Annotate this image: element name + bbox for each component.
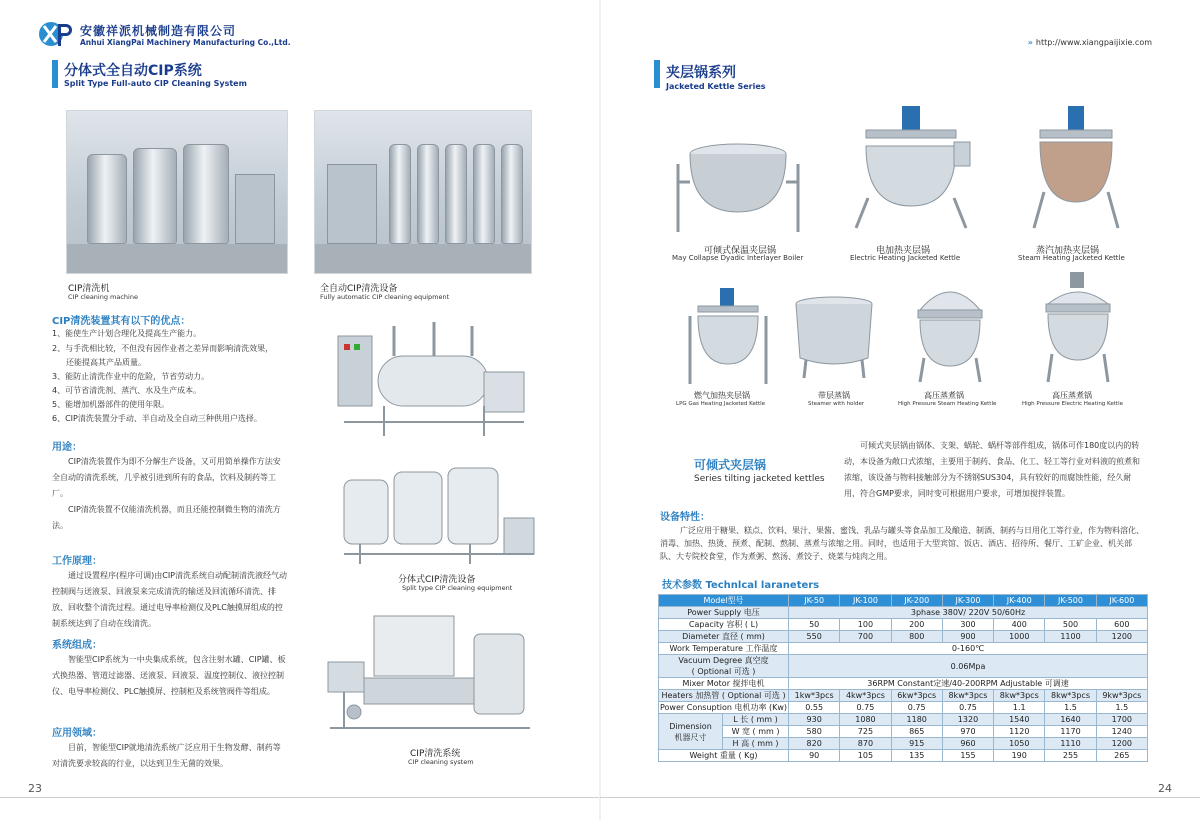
table-cell: 8kw*3pcs [994, 690, 1045, 702]
table-cell: 800 [891, 631, 942, 643]
table-row [659, 678, 1148, 690]
pressure-electric-kettle-photo [1038, 270, 1118, 384]
kettle-caption-cn: 可倾式保温夹层锅 [704, 246, 777, 256]
table-cell: 0.75 [891, 702, 942, 714]
table-row-label-line: ( Optional 可选 ) [691, 667, 756, 676]
dimension-group-line: 机器尺寸 [674, 732, 707, 742]
table-header-cell: JK-600 [1096, 595, 1147, 607]
split-type-cip-photo [340, 458, 540, 570]
steamer-photo [792, 294, 876, 380]
table-row [659, 690, 1148, 702]
cip-unit-photo [334, 316, 534, 444]
table-cell: 1100 [1045, 631, 1096, 643]
spec-table [658, 594, 1148, 762]
table-cell: 500 [1045, 619, 1096, 631]
table-cell: 1200 [1096, 631, 1147, 643]
dimension-group-line: Dimension [669, 721, 712, 731]
table-cell: 200 [891, 619, 942, 631]
kettle-caption-en: Electric Heating Jacketed Kettle [850, 254, 961, 262]
company-name-cn: 安徽祥派机械制造有限公司 [80, 24, 237, 38]
table-cell: 550 [789, 631, 840, 643]
table-cell: 0.75 [840, 702, 891, 714]
advantages-heading: CIP清洗装置其有以下的优点： [52, 316, 191, 327]
table-row-label: Weight 重量 ( Kg) [659, 750, 789, 762]
table-row-label: W 宽 ( mm ) [723, 726, 789, 738]
table-cell: 1.5 [1045, 702, 1096, 714]
composition-heading: 系统组成： [52, 640, 102, 651]
table-cell: 0.75 [942, 702, 993, 714]
table-cell: 1320 [942, 714, 993, 726]
website-url-text: http://www.xiangpaijixie.com [1035, 38, 1152, 47]
table-cell: 1120 [994, 726, 1045, 738]
table-cell: 4kw*3pcs [840, 690, 891, 702]
table-cell: 6kw*3pcs [891, 690, 942, 702]
table-cell: 1200 [1096, 738, 1147, 750]
table-cell: 915 [891, 738, 942, 750]
tilting-kettle-title: 可倾式夹层锅 [694, 458, 767, 472]
table-row [659, 702, 1148, 714]
electric-kettle-photo [846, 102, 976, 232]
photo-caption-en: CIP cleaning machine [68, 293, 138, 301]
table-row-label: Power Supply 电压 [659, 607, 789, 619]
table-cell: 1110 [1045, 738, 1096, 750]
table-cell: 90 [789, 750, 840, 762]
table-cell: 0.55 [789, 702, 840, 714]
table-header-cell: JK-200 [891, 595, 942, 607]
table-cell: 900 [942, 631, 993, 643]
table-row [659, 607, 1148, 619]
list-item: 4、可节省清洗剂、蒸汽、水及生产成本。 [52, 386, 202, 395]
tilting-kettle-intro: 可倾式夹层锅由锅体、支架、蜗轮、蜗杆等部件组成，锅体可作180度以内的转动，本设备为敞口式浓缩，主要用于制药、食品、化工、轻工等行业对料液的煎煮和浓缩，该设备与物料接触部分为不锈钢SUS304，具有较好的而腐蚀性能，经久耐用，符合GMP要求，同时变可根据用户要求，可增加搅拌装置。 [844, 441, 1140, 498]
application-heading: 应用领域： [52, 728, 102, 739]
table-row-label: Diameter 直径 ( mm) [659, 631, 789, 643]
table-cell: 190 [994, 750, 1045, 762]
table-header-row [659, 595, 1148, 607]
table-cell: 255 [1045, 750, 1096, 762]
table-cell: 135 [891, 750, 942, 762]
table-cell: 8kw*3pcs [1045, 690, 1096, 702]
table-cell: 0.06Mpa [789, 655, 1148, 678]
table-cell: 870 [840, 738, 891, 750]
table-row [659, 738, 1148, 750]
table-row-label-line: Vacuum Degree 真空度 [678, 656, 769, 665]
table-cell: 1700 [1096, 714, 1147, 726]
kettle-caption-cn: 蒸汽加热夹层锅 [1036, 246, 1100, 256]
table-header-cell: Model型号 [659, 595, 789, 607]
tilting-kettle-photo [668, 124, 808, 234]
table-row-label: Mixer Motor 搅拌电机 [659, 678, 789, 690]
table-cell: 1050 [994, 738, 1045, 750]
table-row-label [659, 655, 789, 678]
list-item: 6、CIP清洗装置分手动、半自动及全自动三种供用户选择。 [52, 414, 262, 423]
table-cell: 265 [1096, 750, 1147, 762]
table-row-label: Capacity 容积 ( L) [659, 619, 789, 631]
features-paragraph: 广泛应用于糖果、糕点、饮料、果汁、果酱、蜜饯、乳品与罐头等食品加工及酿造、制酒、制药与日用化工等行业，作为物料溶化、消毒、加热、热烫、预煮、配制、熬制、蒸煮与浓缩之用。同时，也适用于大型宾馆、饭店、酒店、招待所、餐厅、工矿企业、机关部队、大专院校食堂，作为煮粥、熬汤、煮饺子、烧菜与炖肉之用。 [660, 526, 1144, 561]
principle-heading: 工作原理： [52, 556, 102, 567]
right-section-subtitle: Jacketed Kettle Series [666, 82, 766, 91]
kettle-caption-cn: 带层蒸锅 [818, 391, 850, 400]
kettle-caption-cn: 高压蒸煮锅 [924, 391, 964, 400]
table-cell: 8kw*3pcs [942, 690, 993, 702]
table-row [659, 631, 1148, 643]
table-row [659, 655, 1148, 678]
steam-kettle-photo [1026, 102, 1126, 232]
left-section-subtitle: Split Type Full-auto CIP Cleaning System [64, 79, 247, 88]
photo-caption-cn: CIP清洗系统 [410, 749, 461, 759]
company-name-en: Anhui XiangPai Machinery Manufacturing Co.,Ltd. [80, 38, 291, 47]
kettle-caption-cn: 电加热夹层锅 [876, 246, 931, 256]
table-row-label: H 高 ( mm ) [723, 738, 789, 750]
page-number: 24 [1158, 782, 1172, 795]
table-cell: 1170 [1045, 726, 1096, 738]
table-row [659, 643, 1148, 655]
table-header-cell: JK-50 [789, 595, 840, 607]
fully-automatic-cip-photo [314, 110, 532, 274]
table-row-label: Work Temperature 工作温度 [659, 643, 789, 655]
footer-divider [600, 797, 1200, 798]
kettle-caption-en: High Pressure Steam Heating Kettle [898, 401, 997, 407]
table-cell: 105 [840, 750, 891, 762]
footer-divider [0, 797, 600, 798]
table-row-label: L 长 ( mm ) [723, 714, 789, 726]
table-row [659, 726, 1148, 738]
principle-paragraph: 通过设置程序(程序可调)由CIP清洗系统自动配制清洗液经气动控制阀与送液泵、回液泵来完成清洗的输送及回流循环清洗、排放、回收整个清洗过程。通过电导率检测仪及PLC触摸屏组成的控制系统达到了自动在线清洗。 [52, 571, 288, 628]
list-item: 2、与手洗相比较，不但没有因作业者之差异而影响清洗效果， [52, 344, 274, 353]
tilting-kettle-subtitle: Series tilting jacketed kettles [694, 474, 825, 484]
table-header-cell: JK-300 [942, 595, 993, 607]
table-cell: 155 [942, 750, 993, 762]
table-cell: 970 [942, 726, 993, 738]
table-cell: 300 [942, 619, 993, 631]
table-cell: 3phase 380V/ 220V 50/60Hz [789, 607, 1148, 619]
list-item: 3、能防止清洗作业中的危险，节省劳动力。 [52, 372, 210, 381]
photo-caption-en: Split type CIP cleaning equipment [402, 584, 513, 592]
table-cell: 820 [789, 738, 840, 750]
list-item: 还能提高其产品质量。 [66, 358, 146, 367]
table-cell: 725 [840, 726, 891, 738]
photo-caption-en: CIP cleaning system [408, 758, 474, 766]
table-row-label: Heaters 加热管 ( Optional 可选 ) [659, 690, 789, 702]
pressure-kettle-photo [912, 280, 988, 384]
table-cell: 1kw*3pcs [789, 690, 840, 702]
left-section-title: 分体式全自动CIP系统 [64, 63, 202, 79]
application-paragraph: 目前，智能型CIP就地清洗系统广泛应用于生物发酵、制药等对清洗要求较高的行业，以达到卫生无菌的效果。 [52, 743, 281, 768]
website-url[interactable] [1028, 38, 1152, 47]
table-cell: 1000 [994, 631, 1045, 643]
cip-cleaning-system-photo [324, 612, 538, 734]
table-row [659, 619, 1148, 631]
right-section-title: 夹层锅系列 [666, 65, 736, 81]
kettle-caption-en: Steam Heating Jacketed Kettle [1018, 254, 1125, 262]
table-cell: 700 [840, 631, 891, 643]
gas-kettle-photo [684, 286, 774, 386]
photo-caption-cn: 分体式CIP清洗设备 [398, 575, 476, 585]
dimension-group-label [659, 714, 723, 750]
list-item: 5、能增加机器部件的使用年限。 [52, 400, 170, 409]
table-cell: 400 [994, 619, 1045, 631]
spec-heading: 技术参数 Technlcal laraneters [662, 580, 820, 591]
table-cell: 960 [942, 738, 993, 750]
table-cell: 1180 [891, 714, 942, 726]
table-cell: 1540 [994, 714, 1045, 726]
section-bar [654, 60, 660, 88]
table-cell: 1.1 [994, 702, 1045, 714]
section-bar [52, 60, 58, 88]
composition-paragraph: 智能型CIP系统为一中央集成系统，包含注射水罐、CIP罐、板式换热器、管道过滤器、送液泵、回液泵、温度控制仪、液拉控制仪、电导率检测仪、PLC触摸屏、控制柜及系统管阀件等组成。 [52, 655, 286, 696]
features-heading: 设备特性： [660, 512, 710, 523]
photo-caption-cn: 全自动CIP清洗设备 [320, 284, 398, 294]
kettle-caption-cn: 高压蒸煮锅 [1052, 391, 1092, 400]
table-row [659, 750, 1148, 762]
table-header-cell: JK-100 [840, 595, 891, 607]
table-cell: 0-160℃ [789, 643, 1148, 655]
table-cell: 1080 [840, 714, 891, 726]
kettle-caption-en: May Collapse Dyadic Interlayer Boiler [672, 254, 804, 262]
kettle-caption-en: High Pressure Electric Heating Kettle [1022, 401, 1123, 407]
table-cell: 36RPM Constant定速/40-200RPM Adjustable 可调速 [789, 678, 1148, 690]
usage-heading: 用途： [52, 442, 82, 453]
kettle-caption-en: LPG Gas Heating Jacketed Kettle [676, 401, 766, 407]
table-row [659, 714, 1148, 726]
table-header-cell: JK-400 [994, 595, 1045, 607]
table-cell: 1640 [1045, 714, 1096, 726]
table-cell: 600 [1096, 619, 1147, 631]
cip-cleaning-machine-photo [66, 110, 288, 274]
table-cell: 580 [789, 726, 840, 738]
usage-paragraph: CIP清洗装置作为即不分解生产设备，又可用简单操作方法安全自动的清洗系统，几乎被引进到所有的食品，饮料及制药等工厂。 [52, 457, 281, 498]
table-cell: 1240 [1096, 726, 1147, 738]
table-cell: 50 [789, 619, 840, 631]
kettle-caption-cn: 燃气加热夹层锅 [694, 391, 750, 400]
kettle-caption-en: Steamer with holder [808, 401, 865, 407]
double-arrow-icon: » [1027, 38, 1032, 47]
table-header-cell: JK-500 [1045, 595, 1096, 607]
table-row-label: Power Consuption 电机功率 (Kw) [660, 703, 788, 712]
usage-paragraph: CIP清洗装置不仅能清洗机器，而且还能控制微生物的清洗方法。 [52, 505, 281, 530]
list-item: 1、能使生产计划合理化及提高生产能力。 [52, 329, 202, 338]
table-cell: 930 [789, 714, 840, 726]
photo-caption-en: Fully automatic CIP cleaning equipment [320, 293, 450, 301]
table-cell: 1.5 [1096, 702, 1147, 714]
table-cell: 100 [840, 619, 891, 631]
table-cell: 9kw*3pcs [1096, 690, 1147, 702]
page-number: 23 [28, 782, 42, 795]
photo-caption-cn: CIP清洗机 [68, 284, 110, 294]
company-logo-icon [38, 18, 74, 50]
table-cell: 865 [891, 726, 942, 738]
